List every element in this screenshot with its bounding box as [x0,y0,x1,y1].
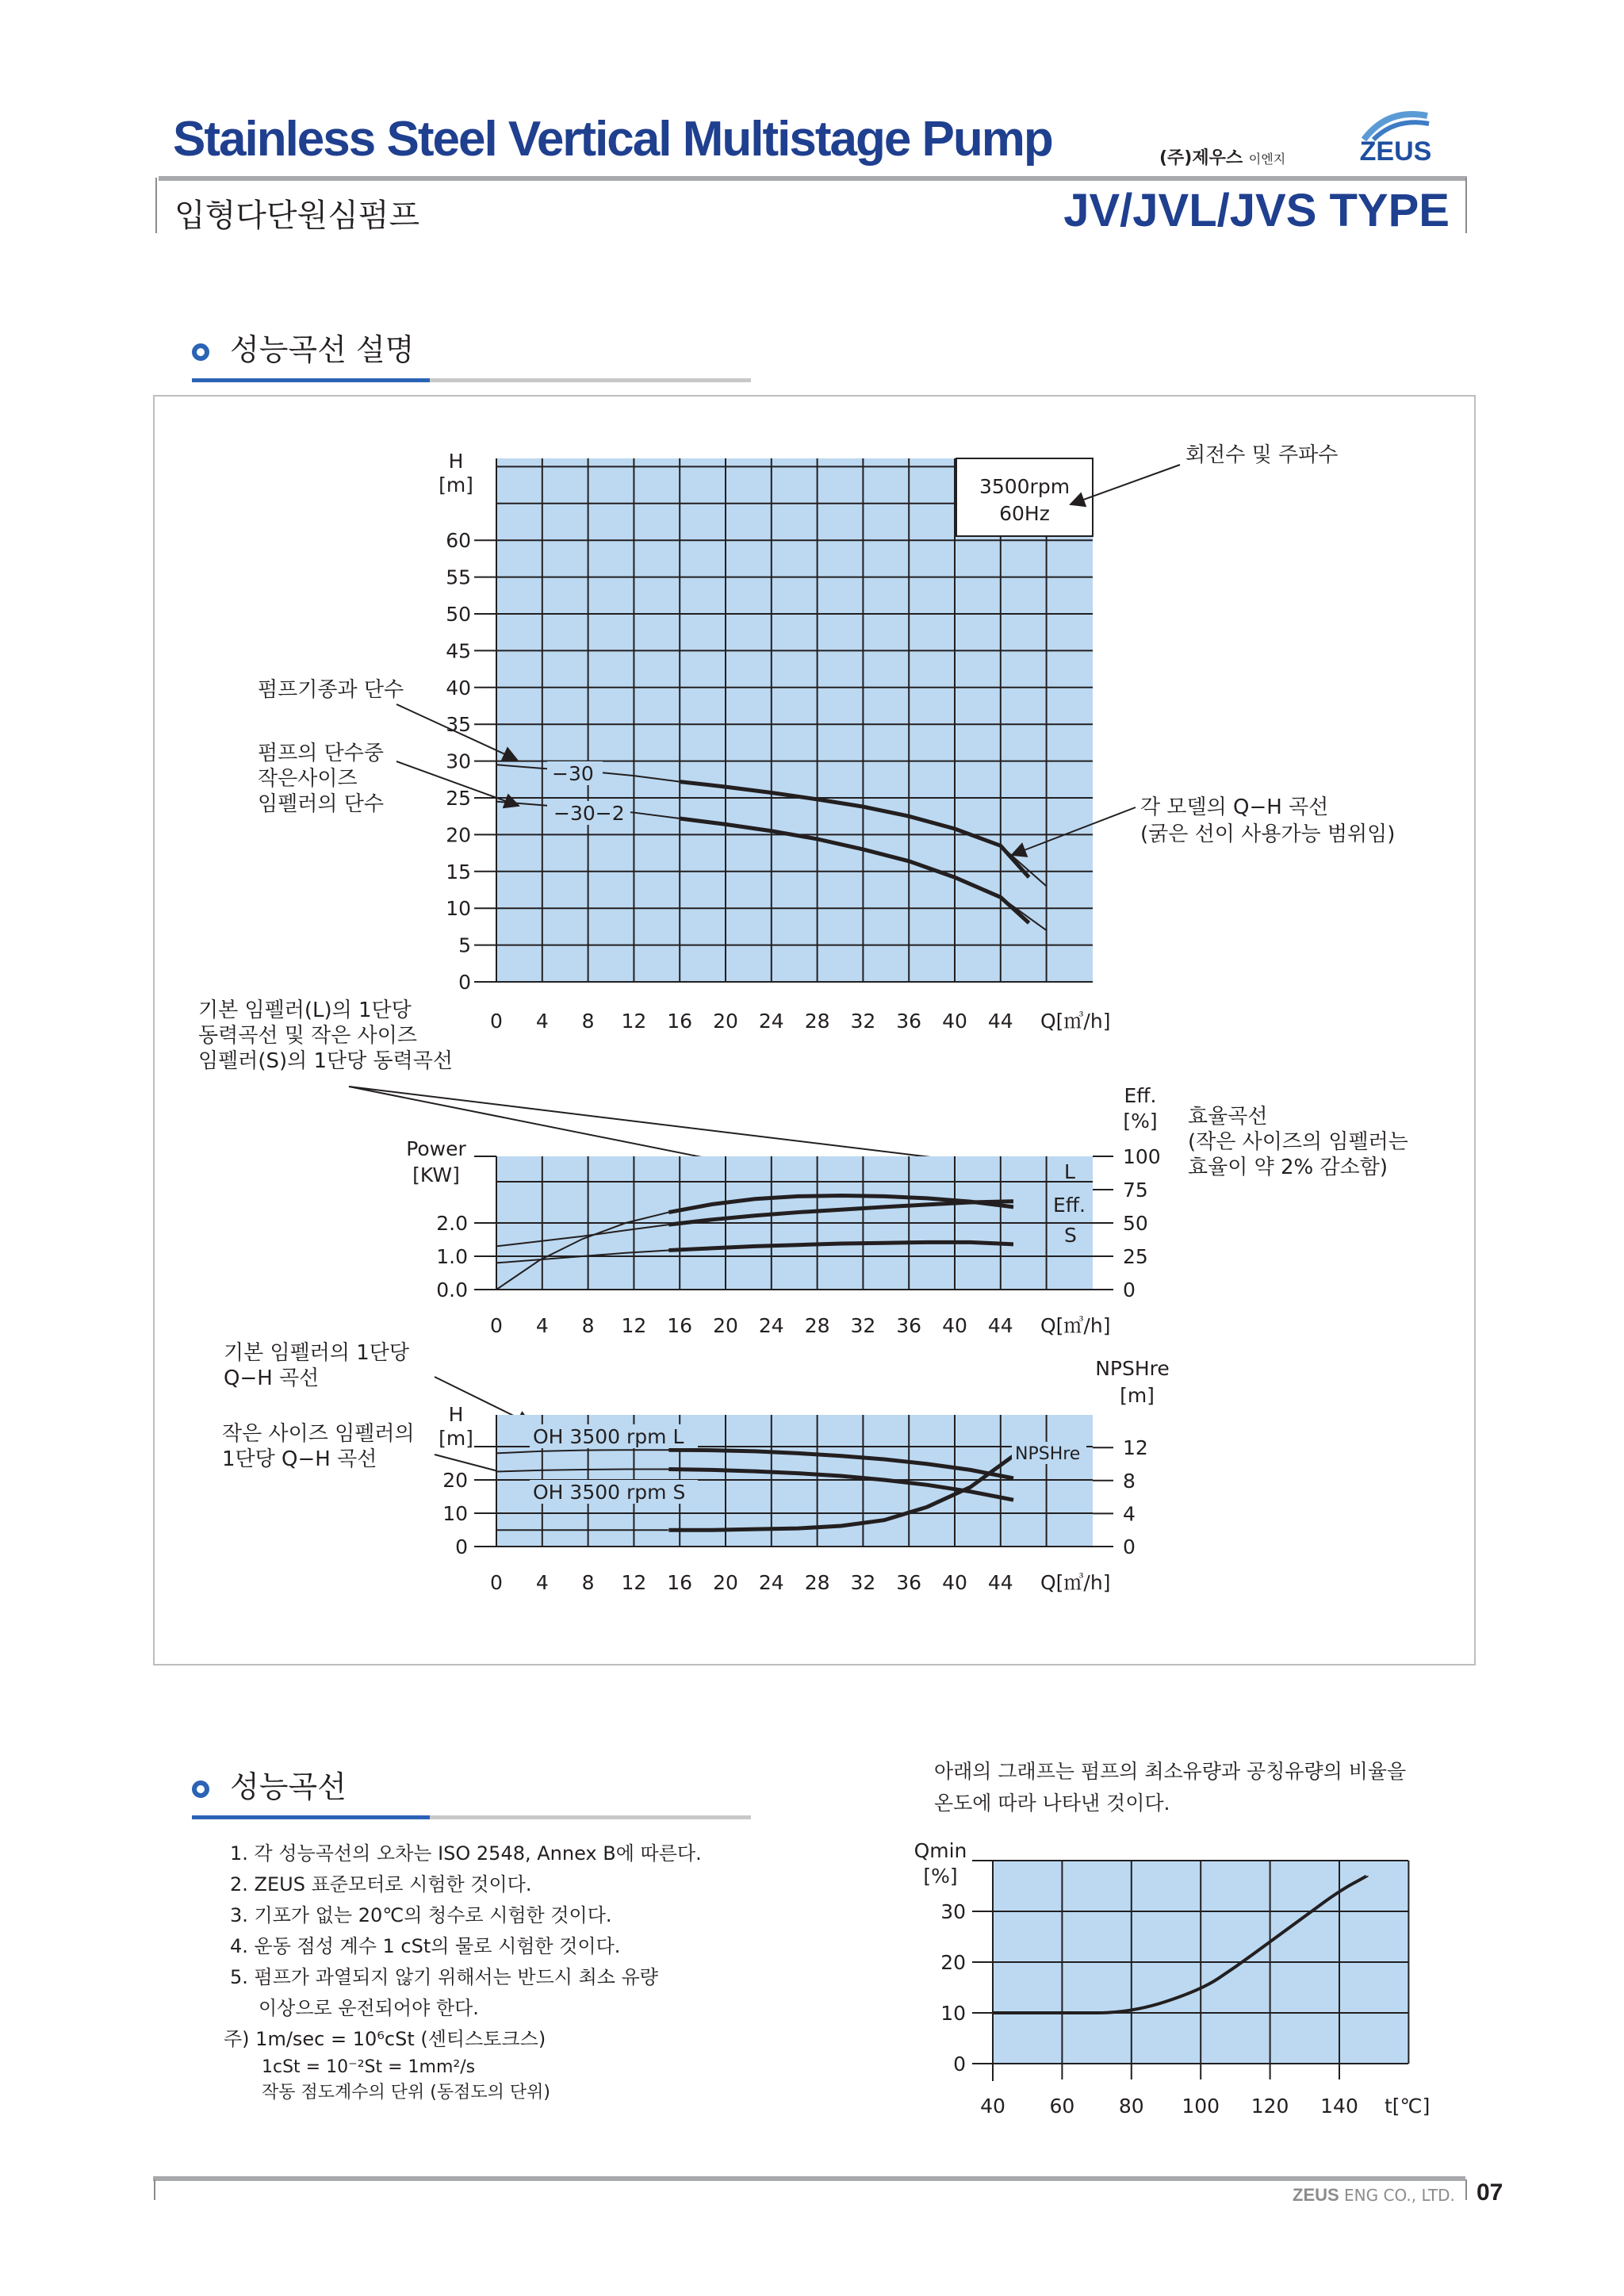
ann-curve-2: (굵은 선이 사용가능 범위임) [1140,822,1396,846]
x-tick-label: 24 [758,1010,784,1033]
power-chart [198,999,1408,1337]
power-y-label: Power [406,1137,466,1160]
y-tick-label: 5 [458,933,471,957]
x-tick-label: 28 [804,1314,830,1337]
ann-power-3: 임펠러(S)의 1단당 동력곡선 [198,1049,454,1073]
note-item: 1. 각 성능곡선의 오차는 ISO 2548, Annex B에 따른다. [230,1842,702,1865]
note-item: 주) 1m/sec = 10⁶cSt (센티스토크스) [224,2028,546,2050]
x-tick-label: 44 [987,1010,1013,1033]
x-tick-label: 36 [896,1571,922,1594]
qmin-chart [914,1839,1431,2118]
y-tick-label: 40 [446,676,471,700]
x-tick-label: 28 [804,1010,830,1033]
y-tick-label: 10 [940,2002,966,2025]
note-item: 이상으로 운전되어야 한다. [259,1997,479,2019]
x-tick-label: 12 [621,1314,647,1337]
y-tick-label: 0 [455,1535,468,1558]
x-tick-label: 12 [621,1010,647,1033]
footer-left-edge [154,2179,155,2200]
bullet-icon [192,1780,209,1798]
section-heading-explanation: 성능곡선 설명 [192,325,751,382]
speed-box-rpm: 3500rpm [979,475,1071,498]
ann-basic-2: Q−H 곡선 [224,1366,320,1390]
notes-list [224,1838,702,2106]
section-underline [192,1815,751,1819]
y-tick-label: 30 [446,749,471,773]
label-npshre: NPSHre [1015,1444,1081,1464]
x-tick-label: 20 [713,1010,738,1033]
x-tick-label: 32 [850,1010,876,1033]
x-tick-label: 16 [667,1571,693,1594]
x-tick-label: 40 [942,1571,967,1594]
ann-small-1: 작은 사이즈 임펠러의 [222,1422,415,1446]
ann-eff-1: 효율곡선 [1188,1105,1268,1129]
stage-y-label: H [448,1403,464,1426]
y-tick-label: 20 [442,1469,468,1492]
stage-x-unit: Q[㎥/h] [1040,1571,1111,1594]
curve-label-30: −30 [552,762,594,785]
qmin-x-unit: t[℃] [1385,2095,1431,2118]
y-tick-label: 10 [442,1502,468,1525]
y-tick-label: 20 [446,823,471,847]
x-tick-label: 4 [535,1314,549,1337]
x-tick-label: 32 [850,1314,876,1337]
x-tick-label: 60 [1049,2095,1075,2118]
x-tick-label: 0 [490,1010,503,1033]
x-tick-label: 20 [713,1314,738,1337]
x-tick-label: 8 [581,1010,595,1033]
x-tick-label: 24 [758,1314,784,1337]
x-tick-label: 20 [713,1571,738,1594]
section-heading-curves: 성능곡선 [192,1762,751,1819]
note-item: 5. 펌프가 과열되지 않기 위해서는 반드시 최소 유량 [230,1966,658,1988]
note-item: 작동 점도계수의 단위 (동점도의 단위) [262,2083,550,2102]
x-tick-label: 40 [980,2095,1005,2118]
footer-rule [153,2176,1465,2181]
page-subtitle: 입형다단원심펌프 [174,197,420,234]
y-tick-label: 60 [446,529,471,553]
y-tick-label: 2.0 [436,1212,468,1235]
page-title: Stainless Steel Vertical Multistage Pump [173,112,1052,167]
y-tick-label: 0.0 [436,1278,468,1301]
ann-basic-1: 기본 임펠러의 1단당 [224,1341,409,1365]
stage-chart [222,1341,1170,1594]
company-name: (주)제우스 이엔지 [1159,148,1286,168]
ann-model: 펌프기종과 단수 [258,678,404,702]
power-y-unit: [KW] [412,1163,460,1186]
footer-right-edge [1465,2179,1467,2200]
label-oh-s: OH 3500 rpm S [533,1481,686,1504]
x-tick-label: 0 [490,1571,503,1594]
qh-y-unit: [m] [439,473,473,496]
note-item: 4. 운동 점성 계수 1 cSt의 물로 시험한 것이다. [230,1935,621,1957]
qmin-y-unit: [%] [923,1865,958,1888]
eff-y-label: Eff. [1124,1084,1157,1107]
x-tick-label: 16 [667,1010,693,1033]
qh-chart [258,443,1395,1033]
x-tick-label: 36 [896,1314,922,1337]
npsh-tick-label: 8 [1123,1469,1136,1493]
note-item: 3. 기포가 없는 20℃의 청수로 시험한 것이다. [230,1904,612,1926]
qmin-intro: 아래의 그래프는 펌프의 최소유량과 공칭유량의 비율을 온도에 따라 나타낸 것이다. [934,1760,1407,1815]
x-tick-label: 4 [535,1571,549,1594]
eff-tick-label: 50 [1123,1212,1148,1235]
ann-eff-3: 효율이 약 2% 감소함) [1188,1156,1388,1179]
y-tick-label: 0 [458,971,471,994]
svg-text:ZEUS: ZEUS [1359,136,1432,165]
y-tick-label: 45 [446,639,471,663]
label-power-s: S [1064,1224,1077,1247]
x-tick-label: 8 [581,1571,595,1594]
label-oh-l: OH 3500 rpm L [533,1425,684,1448]
ann-stage-2: 작은사이즈 [258,767,358,791]
eff-tick-label: 0 [1123,1278,1136,1301]
ann-stage-1: 펌프의 단수중 [258,742,384,765]
x-tick-label: 16 [667,1314,693,1337]
y-tick-label: 0 [953,2053,966,2076]
y-tick-label: 35 [446,713,471,737]
y-tick-label: 15 [446,860,471,884]
stage-y-unit: [m] [439,1427,473,1450]
pump-type: JV/JVL/JVS TYPE [1063,185,1450,236]
x-tick-label: 80 [1118,2095,1144,2118]
y-tick-label: 10 [446,897,471,921]
x-tick-label: 100 [1182,2095,1220,2118]
eff-tick-label: 25 [1123,1245,1148,1268]
ann-stage-3: 임펠러의 단수 [258,792,384,816]
eff-tick-label: 75 [1123,1179,1148,1202]
ann-small-2: 1단당 Q−H 곡선 [222,1447,377,1471]
y-tick-label: 30 [940,1900,966,1923]
x-tick-label: 40 [942,1314,967,1337]
y-tick-label: 50 [446,603,471,626]
npsh-tick-label: 0 [1123,1535,1136,1558]
label-power-l: L [1064,1160,1075,1183]
label-eff: Eff. [1053,1194,1086,1217]
power-x-unit: Q[㎥/h] [1040,1314,1111,1337]
ann-curve-1: 각 모델의 Q−H 곡선 [1140,795,1329,819]
x-tick-label: 40 [942,1010,967,1033]
note-item: 1cSt = 10⁻²St = 1mm²/s [262,2057,476,2077]
x-tick-label: 24 [758,1571,784,1594]
ann-power-1: 기본 임펠러(L)의 1단당 [198,999,412,1022]
note-item: 2. ZEUS 표준모터로 시험한 것이다. [230,1873,532,1895]
y-tick-label: 20 [940,1951,966,1974]
x-tick-label: 44 [987,1571,1013,1594]
npsh-y-label: NPSHre [1095,1357,1170,1380]
x-tick-label: 4 [535,1010,549,1033]
ann-power-2: 동력곡선 및 작은 사이즈 [198,1024,417,1048]
y-tick-label: 25 [446,787,471,810]
speed-box-hz: 60Hz [999,502,1050,525]
x-tick-label: 120 [1251,2095,1289,2118]
x-tick-label: 0 [490,1314,503,1337]
npsh-y-unit: [m] [1120,1384,1155,1407]
eff-y-unit: [%] [1123,1110,1158,1133]
x-tick-label: 8 [581,1314,595,1337]
eff-tick-label: 100 [1123,1145,1161,1168]
x-tick-label: 140 [1320,2095,1358,2118]
x-tick-label: 12 [621,1571,647,1594]
ann-speed: 회전수 및 주파수 [1185,443,1339,467]
page-number: 07 [1477,2179,1503,2206]
ann-eff-2: (작은 사이즈의 임펠러는 [1188,1130,1408,1154]
qmin-y-label: Qmin [914,1839,967,1862]
y-tick-label: 1.0 [436,1245,468,1268]
qh-y-label: H [448,450,464,473]
x-tick-label: 28 [804,1571,830,1594]
x-tick-label: 32 [850,1571,876,1594]
curve-label-30-2: −30−2 [553,802,625,825]
x-tick-label: 44 [987,1314,1013,1337]
x-tick-label: 36 [896,1010,922,1033]
npsh-tick-label: 12 [1123,1436,1148,1460]
footer-brand: ZEUS ENG CO., LTD. [1293,2185,1455,2205]
y-tick-label: 55 [446,565,471,589]
qh-x-unit: Q[㎥/h] [1040,1010,1111,1033]
npsh-tick-label: 4 [1123,1502,1136,1526]
